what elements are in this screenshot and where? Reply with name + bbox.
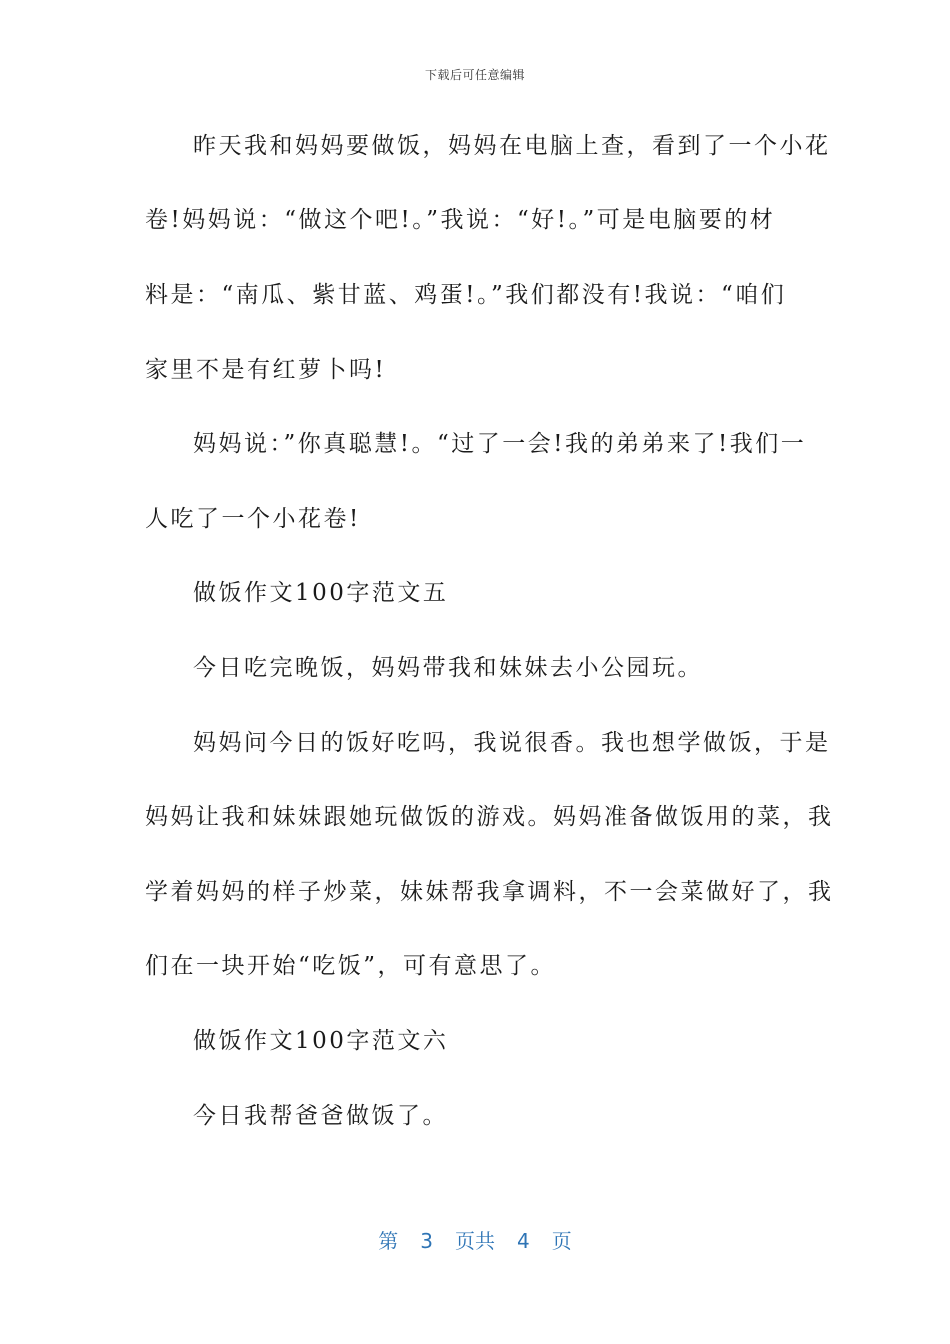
page-label-prefix: 第 xyxy=(378,1229,399,1253)
current-page-number: 3 xyxy=(420,1229,433,1253)
page-label-suffix: 页 xyxy=(551,1229,572,1253)
paragraph-line: 妈妈让我和妹妹跟她玩做饭的游戏。妈妈准备做饭用的菜，我 xyxy=(145,804,834,830)
paragraph-line: 卷!妈妈说：“做这个吧!。”我说：“好!。”可是电脑要的材 xyxy=(145,207,776,233)
total-pages-number: 4 xyxy=(517,1229,530,1253)
paragraph-line: 学着妈妈的样子炒菜，妹妹帮我拿调料，不一会菜做好了，我 xyxy=(145,879,834,905)
page-footer xyxy=(0,1225,950,1254)
paragraph-line: 今日我帮爸爸做饭了。 xyxy=(193,1103,448,1129)
section-heading: 做饭作文100字范文五 xyxy=(193,580,449,606)
page-header: 下载后可任意编辑 xyxy=(424,68,525,82)
paragraph-line: 人吃了一个小花卷! xyxy=(145,506,361,532)
paragraph-line: 妈妈问今日的饭好吃吗，我说很香。我也想学做饭，于是 xyxy=(193,730,831,756)
section-heading: 做饭作文100字范文六 xyxy=(193,1028,449,1054)
paragraph-line: 家里不是有红萝卜吗! xyxy=(145,357,387,383)
paragraph-line: 今日吃完晚饭，妈妈带我和妹妹去小公园玩。 xyxy=(193,655,703,681)
paragraph-line: 料是：“南瓜、紫甘蓝、鸡蛋!。”我们都没有!我说：“咱们 xyxy=(145,282,787,308)
paragraph-line: 们在一块开始“吃饭”，可有意思了。 xyxy=(145,953,557,979)
page-label-mid: 页共 xyxy=(455,1229,495,1253)
paragraph-line: 妈妈说：”你真聪慧!。“过了一会!我的弟弟来了!我们一 xyxy=(193,431,807,457)
paragraph-line: 昨天我和妈妈要做饭，妈妈在电脑上查，看到了一个小花 xyxy=(193,133,831,159)
